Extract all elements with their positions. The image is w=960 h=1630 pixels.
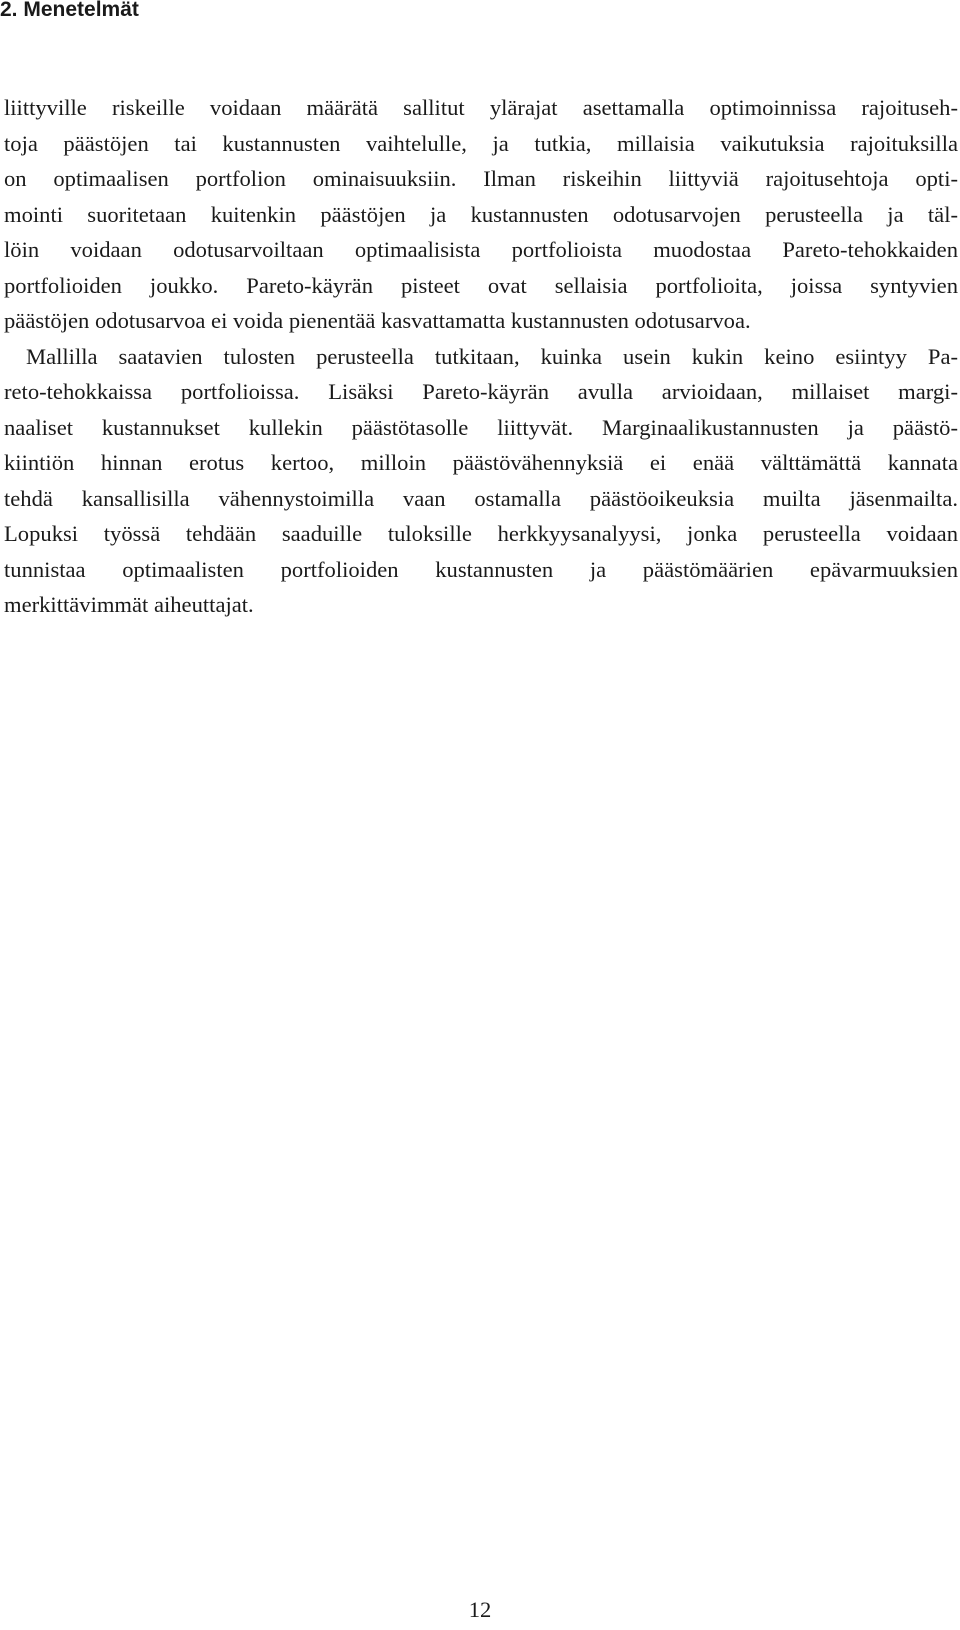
text-line: Lopuksi työssä tehdään saaduille tuloksille herkkyysanalyysi, jonka perusteella voidaan <box>4 521 958 546</box>
text-line: liittyville riskeille voidaan määrätä sallitut ylärajat asettamalla optimoinnissa rajoituseh- <box>4 95 958 120</box>
paragraph-2 <box>4 339 958 623</box>
text-line: löin voidaan odotusarvoiltaan optimaalisista portfolioista muodostaa Pareto-tehokkaiden <box>4 237 958 262</box>
text-line: kiintiön hinnan erotus kertoo, milloin päästövähennyksiä ei enää välttämättä kannata <box>4 450 958 475</box>
paragraph-1 <box>4 90 958 339</box>
text-line: naaliset kustannukset kullekin päästötasolle liittyvät. Marginaalikustannusten ja päästö- <box>4 414 958 440</box>
text-line: Mallilla saatavien tulosten perusteella tutkitaan, kuinka usein kukin keino esiintyy Pa- <box>26 343 958 369</box>
text-line: merkittävimmät aiheuttajat. <box>4 592 254 617</box>
text-line: toja päästöjen tai kustannusten vaihtelulle, ja tutkia, millaisia vaikutuksia rajoituksilla <box>4 130 958 156</box>
text-line: on optimaalisen portfolion ominaisuuksiin. Ilman riskeihin liittyviä rajoitusehtoja opti- <box>4 166 958 191</box>
text-line: tehdä kansallisilla vähennystoimilla vaan ostamalla päästöoikeuksia muilta jäsenmailta. <box>4 485 958 511</box>
text-line: portfolioiden joukko. Pareto-käyrän pisteet ovat sellaisia portfolioita, joissa syntyvien <box>4 272 958 298</box>
text-line: reto-tehokkaissa portfolioissa. Lisäksi Pareto-käyrän avulla arvioidaan, millaiset margi- <box>4 379 958 404</box>
text-line: mointi suoritetaan kuitenkin päästöjen ja kustannusten odotusarvojen perusteella ja täl- <box>4 201 958 227</box>
running-header: 2. Menetelmät <box>0 0 139 21</box>
page-number: 12 <box>468 1597 492 1622</box>
text-line: päästöjen odotusarvoa ei voida pienentää kasvattamatta kustannusten odotusarvoa. <box>4 308 751 333</box>
body-text <box>4 90 958 623</box>
text-line: tunnistaa optimaalisten portfolioiden kustannusten ja päästömäärien epävarmuuksien <box>4 556 958 582</box>
